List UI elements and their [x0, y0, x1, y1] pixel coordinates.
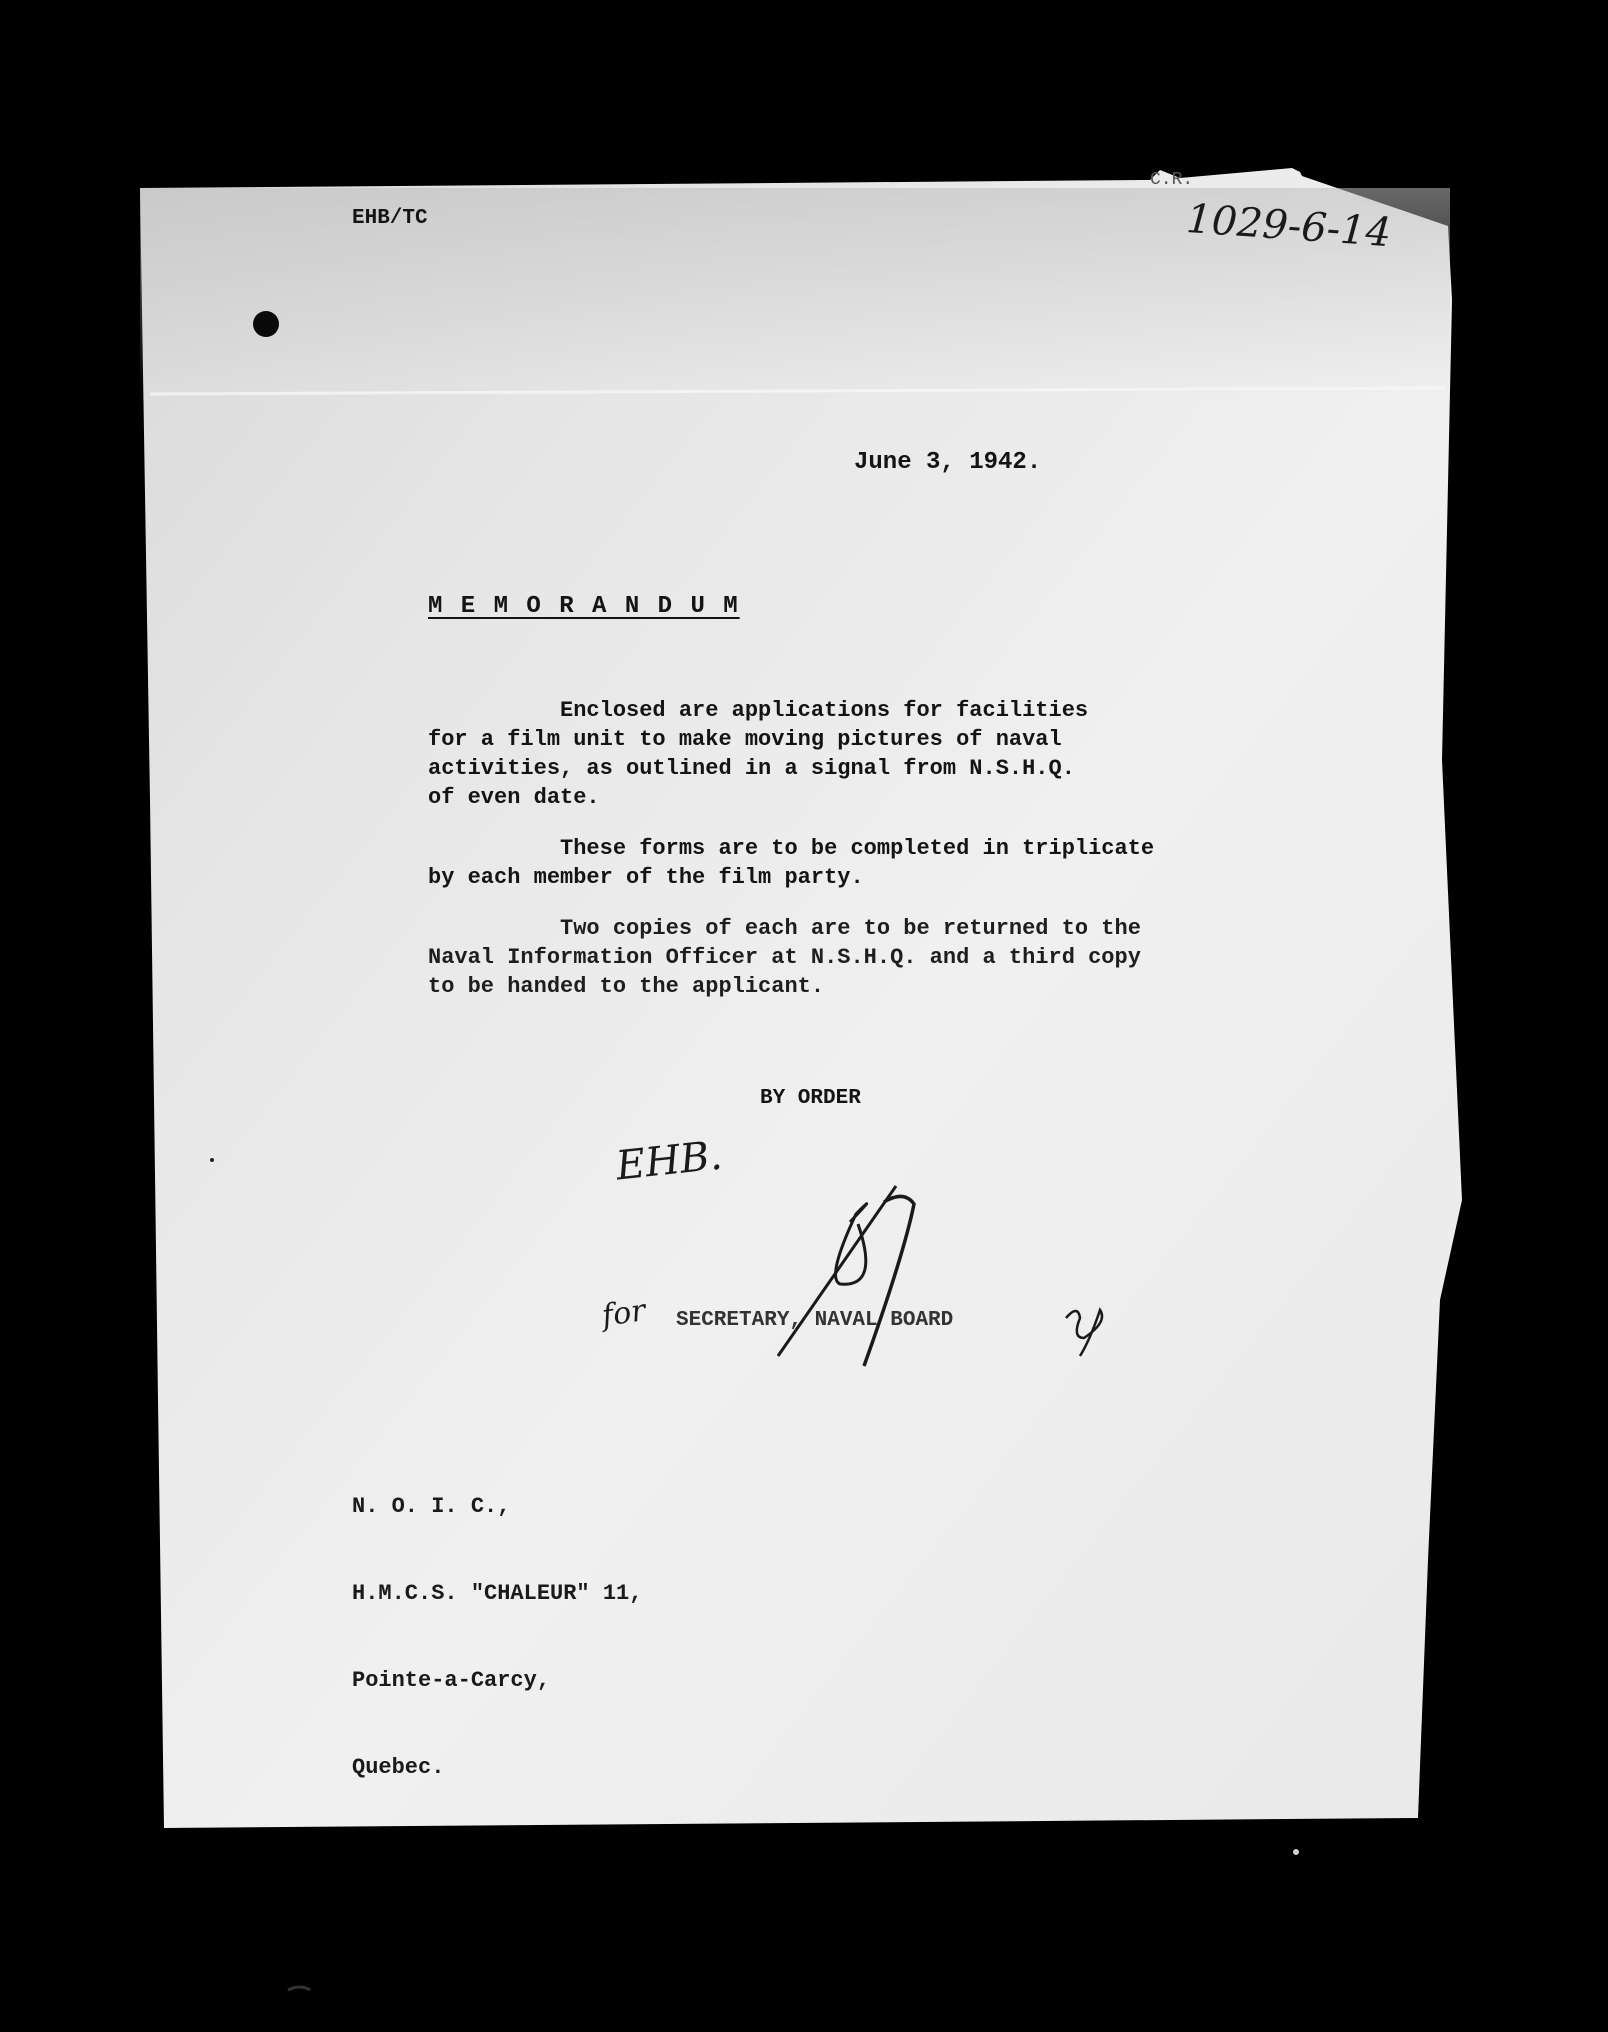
address-line-4: Quebec. — [352, 1755, 445, 1780]
body-paragraph-1: Enclosed are applications for facilities for a film unit to make moving pictures of naval activities, as outlined in a signal from N.S.H.Q. of even date. — [428, 698, 1089, 810]
closing-by-order: BY ORDER — [760, 1087, 861, 1110]
speck — [288, 1987, 310, 1990]
punch-hole — [253, 311, 279, 337]
speck — [210, 1158, 214, 1162]
file-number: 1029-6-14 — [1184, 196, 1393, 257]
memo-heading: M E M O R A N D U M — [428, 593, 740, 620]
address-line-1: N. O. I. C., — [352, 1494, 511, 1519]
handwritten-initials: EHB. — [613, 1132, 725, 1190]
body-paragraph-3: Two copies of each are to be returned to the Naval Information Officer at N.S.H.Q. and a third copy to be handed to the applicant. — [428, 916, 1141, 999]
body-paragraph-2: These forms are to be completed in triplicate by each member of the film party. — [428, 836, 1155, 890]
address-line-3: Pointe-a-Carcy, — [352, 1668, 551, 1693]
recipient-address — [352, 1434, 642, 1840]
document-date: June 3, 1942. — [854, 449, 1042, 476]
signatory-title: SECRETARY, NAVAL BOARD — [676, 1309, 954, 1332]
handwritten-for: for — [599, 1293, 648, 1334]
reference-code: EHB/TC — [352, 207, 428, 230]
stamp-prefix: C.R. — [1150, 170, 1194, 190]
address-line-2: H.M.C.S. "CHALEUR" 11, — [352, 1581, 643, 1606]
speck — [1293, 1849, 1299, 1855]
